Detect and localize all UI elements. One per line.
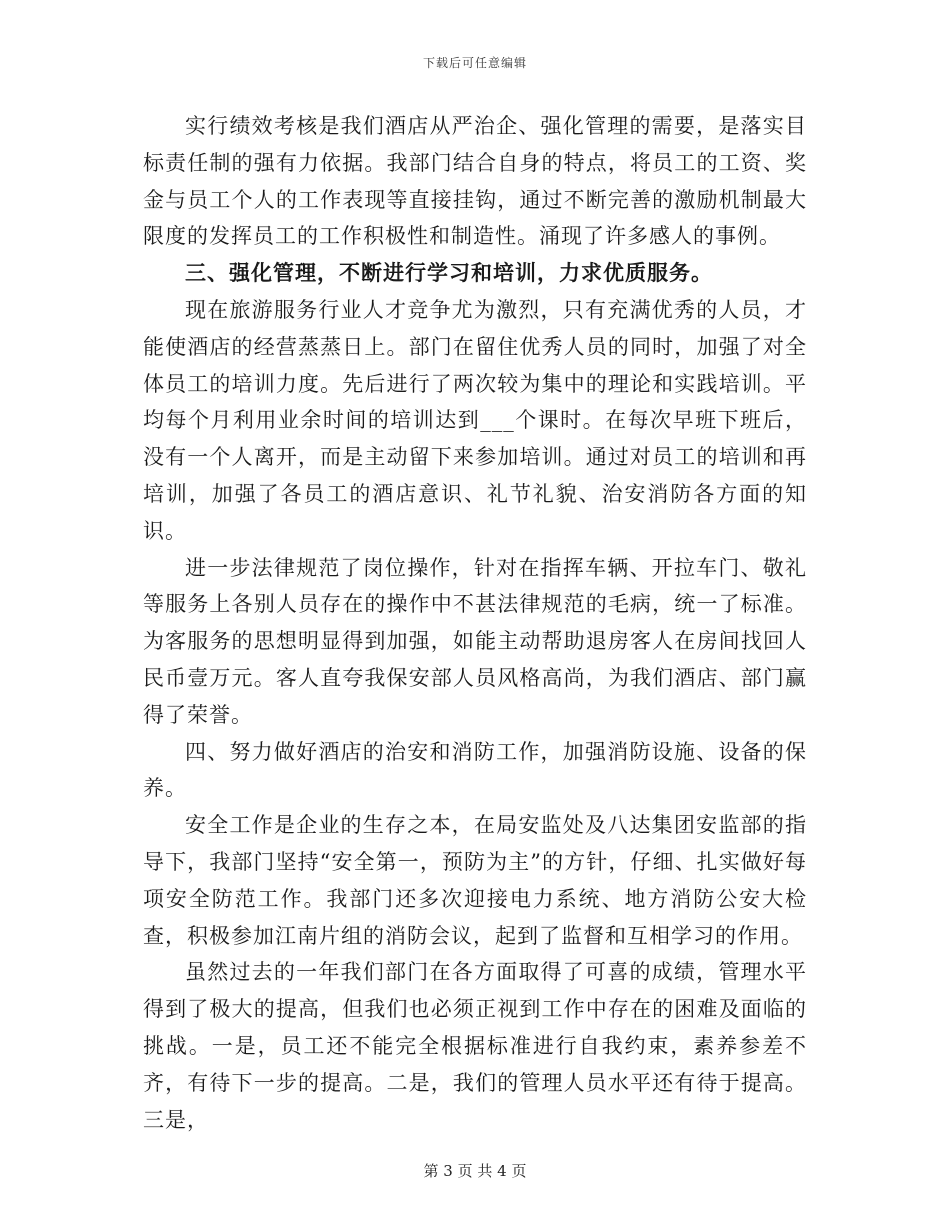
paragraph-performance-review: 实行绩效考核是我们酒店从严治企、强化管理的需要，是落实目标责任制的强有力依据。我部门结合自身的特点，将员工的工资、奖金与员工个人的工作表现等直接挂钩，通过不断完善的激励机制最大限度的发挥员工的工作积极性和制造性。涌现了许多感人的事例。 [143, 114, 807, 249]
document-body [143, 108, 807, 1138]
section-heading-three: 三、强化管理，不断进行学习和培训，力求优质服务。 [185, 260, 713, 286]
page-header: 下载后可任意编辑 [422, 56, 527, 70]
paragraph-standards: 进一步法律规范了岗位操作，针对在指挥车辆、开拉车门、敬礼等服务上各别人员存在的操作中不甚法律规范的毛病，统一了标准。为客服务的思想明显得到加强，如能主动帮助退房客人在房间找回人民币壹万元。客人直夸我保安部人员风格高尚，为我们酒店、部门赢得了荣誉。 [143, 555, 807, 727]
section-heading-four: 四、努力做好酒店的治安和消防工作，加强消防设施、设备的保养。 [143, 739, 807, 801]
paragraph-safety: 安全工作是企业的生存之本，在局安监处及八达集团安监部的指导下，我部门坚持“安全第一，预防为主”的方针，仔细、扎实做好每项安全防范工作。我部门还多次迎接电力系统、地方消防公安大检查，积极参加江南片组的消防会议，起到了监督和互相学习的作用。 [143, 813, 807, 948]
paragraph-training: 现在旅游服务行业人才竞争尤为激烈，只有充满优秀的人员，才能使酒店的经营蒸蒸日上。部门在留住优秀人员的同时，加强了对全体员工的培训力度。先后进行了两次较为集中的理论和实践培训。平均每个月利用业余时间的培训达到___个课时。在每次早班下班后，没有一个人离开，而是主动留下来参加培训。通过对员工的培训和再培训，加强了各员工的酒店意识、礼节礼貌、治安消防各方面的知识。 [143, 297, 807, 543]
page-footer: 第 3 页 共 4 页 [423, 1162, 527, 1180]
paragraph-challenges: 虽然过去的一年我们部门在各方面取得了可喜的成绩，管理水平得到了极大的提高，但我们也必须正视到工作中存在的困难及面临的挑战。一是，员工还不能完全根据标准进行自我约束，素养参差不齐，有待下一步的提高。二是，我们的管理人员水平还有待于提高。三是， [143, 960, 807, 1132]
